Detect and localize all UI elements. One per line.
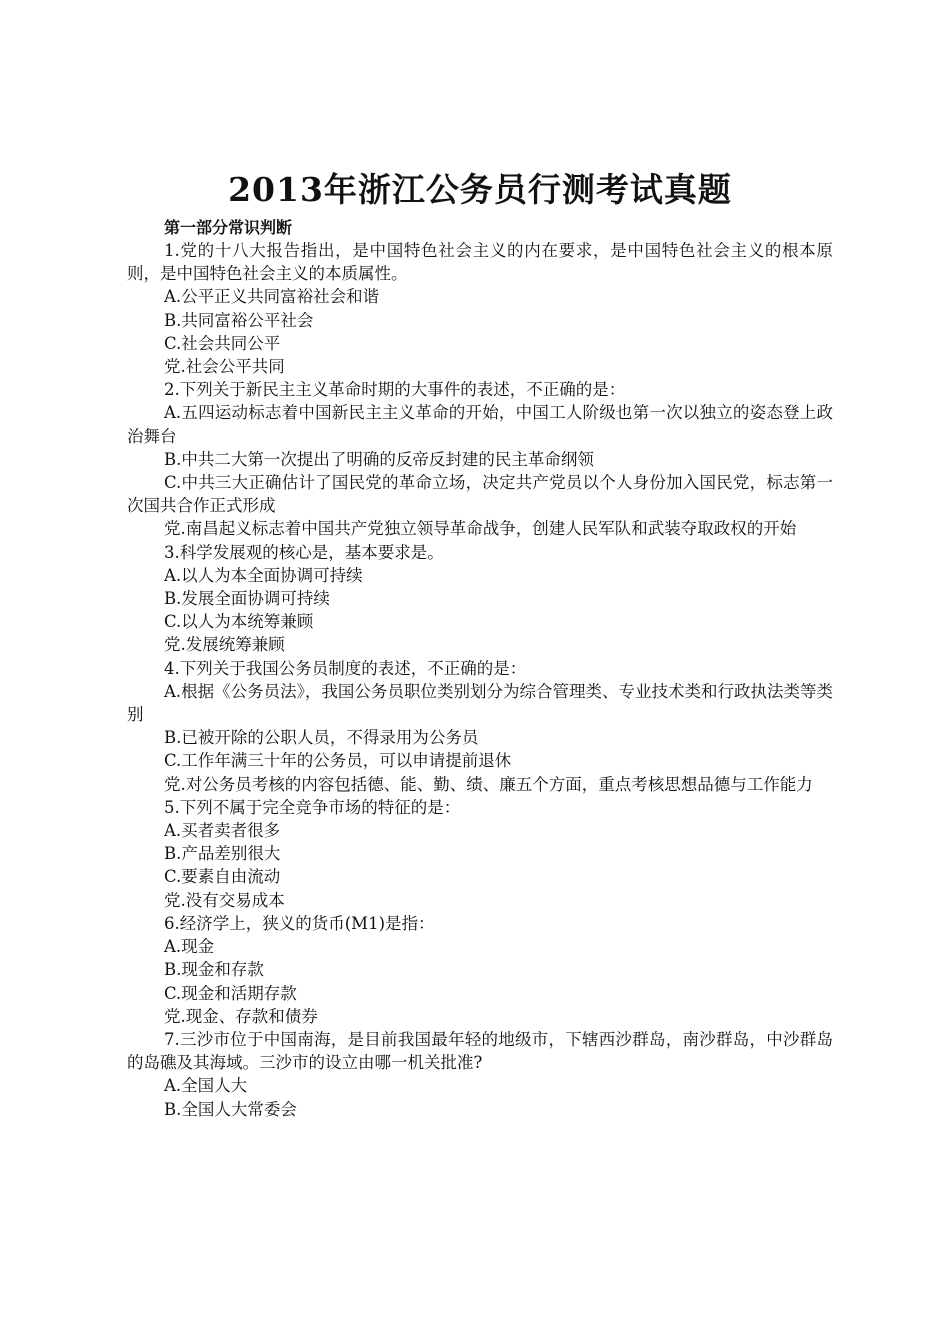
paragraph: A.公平正义共同富裕社会和谐 [164, 287, 380, 307]
paragraph: 党.对公务员考核的内容包括德、能、勤、绩、廉五个方面，重点考核思想品德与工作能力 [164, 774, 813, 794]
paragraph: B.发展全面协调可持续 [164, 589, 330, 609]
paragraph: 党.发展统筹兼顾 [164, 635, 285, 655]
paragraph: B.共同富裕公平社会 [164, 310, 314, 330]
paragraph: B.全国人大常委会 [164, 1099, 297, 1119]
paragraph: C.要素自由流动 [164, 867, 281, 887]
paragraph: 5.下列不属于完全竞争市场的特征的是： [164, 797, 461, 817]
paragraph: 党.南昌起义标志着中国共产党独立领导革命战争，创建人民军队和武装夺取政权的开始 [164, 519, 797, 539]
paragraph: 3.科学发展观的核心是，基本要求是。 [164, 542, 444, 562]
paragraph: B.产品差别很大 [164, 844, 281, 864]
paragraph: 6.经济学上，狭义的货币(M1)是指： [164, 913, 435, 933]
paragraph: B.现金和存款 [164, 960, 264, 980]
document-title: 2013年浙江公务员行测考试真题 [228, 170, 732, 209]
paragraph: C.以人为本统筹兼顾 [164, 612, 314, 632]
paragraph: B.中共二大第一次提出了明确的反帝反封建的民主革命纲领 [164, 449, 594, 469]
paragraph: A.全国人大 [164, 1076, 248, 1096]
section-heading: 第一部分常识判断 [164, 218, 293, 237]
paragraph: C.现金和活期存款 [164, 983, 297, 1003]
paragraph: 7.三沙市位于中国南海，是目前我国最年轻的地级市，下辖西沙群岛，南沙群岛，中沙群岛的岛礁及其海域。三沙市的设立由哪一机关批准? [127, 1029, 833, 1073]
paragraph-list [127, 239, 833, 1121]
paragraph: C.社会共同公平 [164, 333, 281, 353]
paragraph: 党.没有交易成本 [164, 890, 285, 910]
paragraph: 4.下列关于我国公务员制度的表述，不正确的是： [164, 658, 527, 678]
paragraph: A.买者卖者很多 [164, 821, 281, 841]
paragraph: C.中共三大正确估计了国民党的革命立场，决定共产党员以个人身份加入国民党，标志第一次国共合作正式形成 [127, 473, 833, 516]
paragraph: A.根据《公务员法》，我国公务员职位类别划分为综合管理类、专业技术类和行政执法类等类别 [127, 681, 833, 725]
paragraph: C.工作年满三十年的公务员，可以申请提前退休 [164, 751, 512, 771]
paragraph: A.以人为本全面协调可持续 [164, 565, 363, 585]
paragraph: 党.社会公平共同 [164, 357, 285, 377]
paragraph: B.已被开除的公职人员，不得录用为公务员 [164, 728, 479, 748]
paragraph: 2.下列关于新民主主义革命时期的大事件的表述，不正确的是： [164, 380, 626, 400]
document-page [127, 168, 833, 1121]
paragraph: A.五四运动标志着中国新民主主义革命的开始，中国工人阶级也第一次以独立的姿态登上政治舞台 [127, 403, 833, 446]
paragraph: 党.现金、存款和债券 [164, 1006, 318, 1026]
paragraph: A.现金 [164, 937, 215, 957]
paragraph: 1.党的十八大报告指出，是中国特色社会主义的内在要求，是中国特色社会主义的根本原则，是中国特色社会主义的本质属性。 [127, 241, 833, 284]
